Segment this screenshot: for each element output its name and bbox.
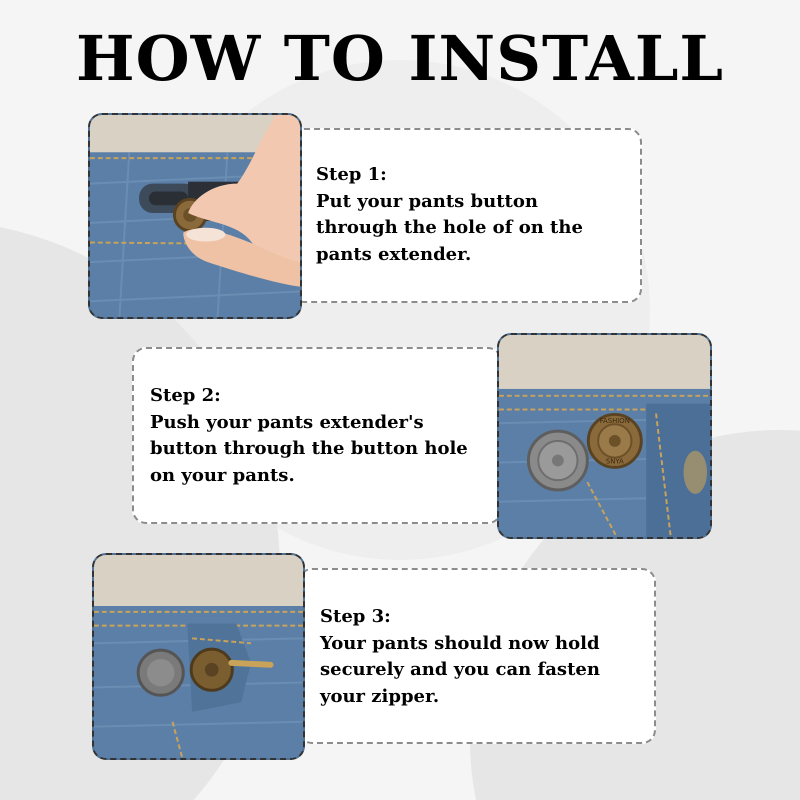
step-2-photo bbox=[497, 333, 712, 539]
step-heading: Step 1: bbox=[316, 164, 387, 185]
badge-text-bottom: SNYA bbox=[605, 457, 624, 466]
step-3-photo bbox=[92, 553, 305, 760]
step-line: button through the button hole bbox=[150, 438, 468, 459]
step-line: on your pants. bbox=[150, 464, 295, 486]
step-2-text bbox=[150, 383, 495, 489]
step-heading: Step 3: bbox=[320, 606, 391, 627]
step-line: securely and you can fasten bbox=[320, 659, 600, 680]
step-line: Your pants should now hold bbox=[320, 632, 600, 654]
step-3-text bbox=[320, 604, 650, 710]
step-line: pants extender. bbox=[316, 243, 472, 265]
badge-text-top: FASHION bbox=[599, 417, 630, 426]
step-heading: Step 2: bbox=[150, 385, 221, 406]
step-line: your zipper. bbox=[320, 685, 440, 707]
step-1-photo bbox=[88, 113, 302, 319]
step-line: Put your pants button bbox=[316, 190, 538, 212]
step-1-text bbox=[316, 162, 636, 268]
step-line: through the hole of on the bbox=[316, 217, 583, 238]
page-title: HOW TO INSTALL bbox=[75, 22, 725, 95]
step-line: Push your pants extender's bbox=[150, 411, 424, 433]
